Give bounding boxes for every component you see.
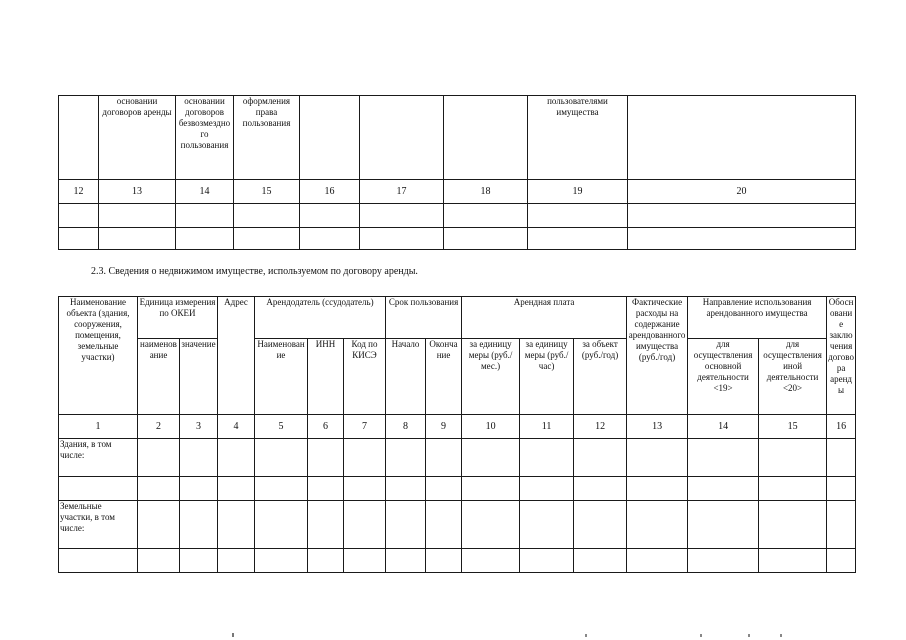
- empty-cell: [59, 228, 99, 250]
- column-number: 15: [234, 180, 300, 204]
- empty-cell: [759, 439, 827, 477]
- empty-cell: [528, 204, 628, 228]
- empty-cell: [627, 501, 688, 549]
- column-number: 17: [360, 180, 444, 204]
- empty-cell: [688, 501, 759, 549]
- empty-cell: [444, 228, 528, 250]
- empty-cell: [344, 439, 386, 477]
- section-caption: 2.3. Сведения о недвижимом имуществе, используемом по договору аренды.: [91, 266, 418, 277]
- empty-cell: [627, 477, 688, 501]
- empty-cell: [59, 549, 138, 573]
- empty-cell: [308, 501, 344, 549]
- scan-speck: [585, 634, 587, 637]
- table-row: [59, 549, 856, 573]
- empty-cell: [688, 477, 759, 501]
- column-number: 8: [386, 415, 426, 439]
- empty-cell: [426, 439, 462, 477]
- column-number: 3: [180, 415, 218, 439]
- column-number: 7: [344, 415, 386, 439]
- empty-cell: [255, 477, 308, 501]
- empty-cell: [360, 204, 444, 228]
- empty-cell: [138, 439, 180, 477]
- scan-artifacts: [0, 630, 906, 640]
- scan-speck: [748, 634, 750, 637]
- empty-cell: [628, 228, 856, 250]
- table-row: [59, 501, 856, 549]
- empty-cell: [138, 549, 180, 573]
- empty-cell: [759, 549, 827, 573]
- column-number: 10: [462, 415, 520, 439]
- header-unit-value: значение: [180, 339, 218, 415]
- header-term-end: Окончание: [426, 339, 462, 415]
- row-label-land: Земельные участки, в том числе:: [59, 501, 138, 549]
- empty-cell: [520, 549, 574, 573]
- empty-cell: [574, 439, 627, 477]
- column-number: 15: [759, 415, 827, 439]
- empty-cell: [688, 549, 759, 573]
- empty-cell: [180, 501, 218, 549]
- empty-cell: [462, 439, 520, 477]
- column-number: 2: [138, 415, 180, 439]
- header-cell-14: основании договоров безвозмездного пользования: [176, 96, 234, 180]
- header-usage-group: Направление использования арендованного имущества: [688, 297, 827, 339]
- table-row: [59, 477, 856, 501]
- header-usage-main: для осуществления основной деятельности <19>: [688, 339, 759, 415]
- scan-speck: [232, 633, 234, 637]
- header-justification: Обоснование заключения договора аренды: [827, 297, 856, 415]
- empty-cell: [176, 228, 234, 250]
- header-term-group: Срок пользования: [386, 297, 462, 339]
- header-cell-20: [628, 96, 856, 180]
- empty-cell: [344, 549, 386, 573]
- empty-cell: [462, 501, 520, 549]
- empty-cell: [59, 204, 99, 228]
- scan-speck: [780, 634, 782, 637]
- empty-cell: [520, 477, 574, 501]
- empty-cell: [138, 477, 180, 501]
- column-number: 5: [255, 415, 308, 439]
- header-unit-name: наименование: [138, 339, 180, 415]
- empty-cell: [827, 477, 856, 501]
- column-number: 13: [627, 415, 688, 439]
- column-number: 13: [99, 180, 176, 204]
- column-number: 18: [444, 180, 528, 204]
- column-number: 9: [426, 415, 462, 439]
- leased-property-table: [58, 296, 856, 573]
- header-usage-other: для осуществления иной деятельности <20>: [759, 339, 827, 415]
- header-cell-17: [360, 96, 444, 180]
- header-rent-per-unit-month: за единицу меры (руб./мес.): [462, 339, 520, 415]
- empty-cell: [520, 501, 574, 549]
- empty-cell: [462, 549, 520, 573]
- column-number: 14: [688, 415, 759, 439]
- empty-cell: [308, 477, 344, 501]
- header-lessor-kisz: Код по КИСЭ: [344, 339, 386, 415]
- empty-cell: [218, 439, 255, 477]
- empty-cell: [344, 477, 386, 501]
- header-rent-group: Арендная плата: [462, 297, 627, 339]
- header-actual-costs: Фактические расходы на содержание арендованного имущества (руб./год): [627, 297, 688, 415]
- column-number: 6: [308, 415, 344, 439]
- header-cell-19: пользователями имущества: [528, 96, 628, 180]
- table-row: [59, 439, 856, 477]
- empty-cell: [759, 477, 827, 501]
- empty-cell: [386, 439, 426, 477]
- empty-cell: [255, 439, 308, 477]
- column-number: 11: [520, 415, 574, 439]
- empty-cell: [300, 228, 360, 250]
- empty-cell: [444, 204, 528, 228]
- header-cell-12: [59, 96, 99, 180]
- empty-cell: [99, 204, 176, 228]
- empty-cell: [426, 501, 462, 549]
- empty-cell: [218, 477, 255, 501]
- empty-cell: [138, 501, 180, 549]
- empty-cell: [462, 477, 520, 501]
- empty-cell: [520, 439, 574, 477]
- empty-cell: [255, 501, 308, 549]
- empty-cell: [627, 439, 688, 477]
- header-cell-13: основании договоров аренды: [99, 96, 176, 180]
- header-cell-15: оформления права пользования: [234, 96, 300, 180]
- row-label-buildings: Здания, в том числе:: [59, 439, 138, 477]
- scan-speck: [700, 634, 702, 637]
- header-address: Адрес: [218, 297, 255, 415]
- column-number: 12: [59, 180, 99, 204]
- header-object-name: Наименование объекта (здания, сооружения, помещения, земельные участки): [59, 297, 138, 415]
- empty-cell: [218, 501, 255, 549]
- header-cell-18: [444, 96, 528, 180]
- empty-cell: [218, 549, 255, 573]
- header-cell-16: [300, 96, 360, 180]
- header-lessor-name: Наименование: [255, 339, 308, 415]
- header-lessor-inn: ИНН: [308, 339, 344, 415]
- empty-cell: [574, 477, 627, 501]
- empty-cell: [176, 204, 234, 228]
- empty-cell: [827, 501, 856, 549]
- empty-cell: [386, 501, 426, 549]
- empty-cell: [99, 228, 176, 250]
- empty-cell: [360, 228, 444, 250]
- table-row: [59, 228, 856, 250]
- column-number: 4: [218, 415, 255, 439]
- continuation-table: [58, 95, 856, 250]
- empty-cell: [308, 549, 344, 573]
- empty-cell: [300, 204, 360, 228]
- empty-cell: [180, 549, 218, 573]
- header-rent-per-unit-hour: за единицу меры (руб./час): [520, 339, 574, 415]
- empty-cell: [528, 228, 628, 250]
- header-lessor-group: Арендодатель (ссудодатель): [255, 297, 386, 339]
- empty-cell: [426, 549, 462, 573]
- empty-cell: [627, 549, 688, 573]
- column-number: 20: [628, 180, 856, 204]
- empty-cell: [827, 549, 856, 573]
- column-number: 14: [176, 180, 234, 204]
- column-number: 1: [59, 415, 138, 439]
- empty-cell: [180, 439, 218, 477]
- header-term-start: Начало: [386, 339, 426, 415]
- table-row: [59, 204, 856, 228]
- column-number: 19: [528, 180, 628, 204]
- column-number: 16: [300, 180, 360, 204]
- empty-cell: [234, 204, 300, 228]
- empty-cell: [688, 439, 759, 477]
- empty-cell: [234, 228, 300, 250]
- column-number: 12: [574, 415, 627, 439]
- empty-cell: [59, 477, 138, 501]
- empty-cell: [574, 549, 627, 573]
- empty-cell: [574, 501, 627, 549]
- empty-cell: [628, 204, 856, 228]
- empty-cell: [180, 477, 218, 501]
- empty-cell: [386, 549, 426, 573]
- empty-cell: [426, 477, 462, 501]
- empty-cell: [308, 439, 344, 477]
- column-number: 16: [827, 415, 856, 439]
- empty-cell: [344, 501, 386, 549]
- empty-cell: [827, 439, 856, 477]
- empty-cell: [759, 501, 827, 549]
- header-unit-group: Единица измерения по ОКЕИ: [138, 297, 218, 339]
- empty-cell: [255, 549, 308, 573]
- header-rent-per-object: за объект (руб./год): [574, 339, 627, 415]
- empty-cell: [386, 477, 426, 501]
